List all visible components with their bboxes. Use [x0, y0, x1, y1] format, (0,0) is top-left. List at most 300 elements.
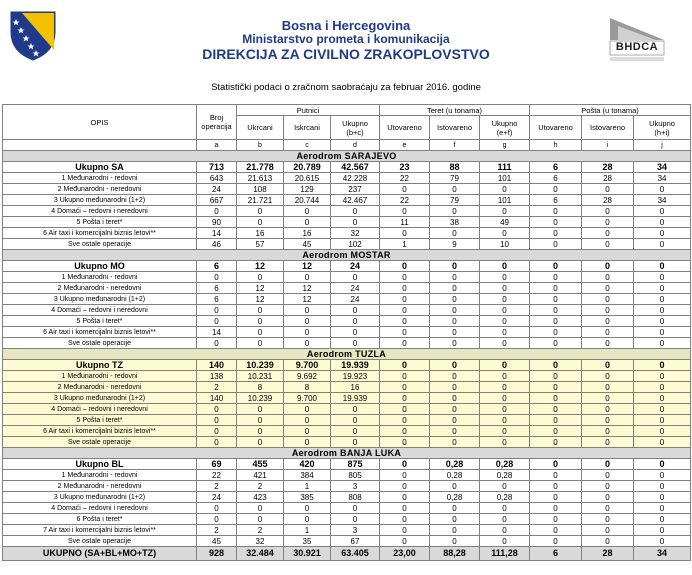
table-row: [3, 525, 691, 536]
value-cell: 32: [331, 228, 380, 239]
row-label: Ukupno MO: [3, 261, 197, 272]
value-cell: 69: [197, 459, 237, 470]
value-cell: 67: [331, 536, 380, 547]
value-cell: 0: [197, 316, 237, 327]
header-ukupno-posta-line2: (h+i): [654, 127, 670, 137]
value-cell: 9: [430, 239, 480, 250]
value-cell: 0: [197, 437, 237, 448]
value-cell: 0: [237, 503, 284, 514]
value-cell: 0: [380, 184, 430, 195]
value-cell: 0: [380, 294, 430, 305]
value-cell: 28: [582, 162, 634, 173]
value-cell: 385: [284, 492, 331, 503]
value-cell: 0: [530, 382, 582, 393]
value-cell: 0: [480, 316, 530, 327]
value-cell: 0: [430, 283, 480, 294]
value-cell: 0: [480, 272, 530, 283]
value-cell: 0: [480, 382, 530, 393]
section-header-row: [3, 151, 691, 162]
header-ukupno-putnici-line2: (b+c): [346, 127, 364, 137]
value-cell: 19.923: [331, 371, 380, 382]
value-cell: 20.789: [284, 162, 331, 173]
value-cell: 0: [634, 393, 691, 404]
value-cell: 643: [197, 173, 237, 184]
header-ukupno-teret: [480, 116, 530, 140]
value-cell: 0: [530, 316, 582, 327]
bhdca-emblem-icon: [608, 14, 666, 62]
value-cell: 101: [480, 173, 530, 184]
value-cell: 0,28: [430, 470, 480, 481]
value-cell: 0: [480, 503, 530, 514]
column-letter-blank: [3, 140, 197, 151]
value-cell: 0: [530, 415, 582, 426]
country-name: Bosna i Hercegovina: [281, 18, 411, 33]
value-cell: 10: [480, 239, 530, 250]
value-cell: 0: [530, 481, 582, 492]
value-cell: 19.939: [331, 360, 380, 371]
header-posta: Pošta (u tonama): [530, 105, 691, 116]
value-cell: 0: [284, 327, 331, 338]
value-cell: 0: [634, 437, 691, 448]
value-cell: 0: [480, 228, 530, 239]
value-cell: 0: [634, 481, 691, 492]
table-row: [3, 327, 691, 338]
value-cell: 0,28: [430, 492, 480, 503]
value-cell: 0: [380, 481, 430, 492]
value-cell: 0: [582, 272, 634, 283]
value-cell: 0: [582, 338, 634, 349]
value-cell: 79: [430, 173, 480, 184]
grand-total-value: 23,00: [380, 547, 430, 561]
value-cell: 0: [582, 283, 634, 294]
value-cell: 12: [284, 294, 331, 305]
value-cell: 0: [430, 316, 480, 327]
value-cell: 0: [582, 415, 634, 426]
column-letter: g: [480, 140, 530, 151]
value-cell: 10.231: [237, 371, 284, 382]
value-cell: 0: [634, 206, 691, 217]
row-label: 2 Međunarodni - neredovni: [3, 382, 197, 393]
value-cell: 0: [634, 261, 691, 272]
value-cell: 0: [380, 503, 430, 514]
table-row: [3, 503, 691, 514]
value-cell: 0: [380, 470, 430, 481]
table-row: [3, 481, 691, 492]
table-row: [3, 393, 691, 404]
header-utovareno-posta: Utovareno: [530, 116, 582, 140]
value-cell: 0: [331, 338, 380, 349]
column-letter: h: [530, 140, 582, 151]
value-cell: 0: [582, 426, 634, 437]
value-cell: 21.778: [237, 162, 284, 173]
value-cell: 0: [197, 426, 237, 437]
value-cell: 0: [380, 228, 430, 239]
value-cell: 420: [284, 459, 331, 470]
value-cell: 0: [530, 459, 582, 470]
row-label: 4 Domaći – redovni i neredovni: [3, 206, 197, 217]
header-ukupno-putnici: [331, 116, 380, 140]
value-cell: 0: [480, 393, 530, 404]
value-cell: 0: [380, 393, 430, 404]
header-ukupno-posta: [634, 116, 691, 140]
value-cell: 0: [582, 360, 634, 371]
value-cell: 0: [530, 283, 582, 294]
value-cell: 2: [237, 481, 284, 492]
section-title: Aerodrom BANJA LUKA: [3, 448, 691, 459]
value-cell: 0: [197, 272, 237, 283]
row-label: 3 Ukupno međunarodni (1+2): [3, 393, 197, 404]
value-cell: 34: [634, 162, 691, 173]
value-cell: 805: [331, 470, 380, 481]
value-cell: 0: [582, 327, 634, 338]
table-row: [3, 404, 691, 415]
value-cell: 10.239: [237, 393, 284, 404]
value-cell: 0: [582, 470, 634, 481]
value-cell: 0: [480, 338, 530, 349]
value-cell: 0: [331, 426, 380, 437]
section-total-row: [3, 360, 691, 371]
row-label: 4 Domaći – redovni i neredovni: [3, 503, 197, 514]
row-label: 2 Međunarodni - neredovni: [3, 184, 197, 195]
value-cell: 0: [430, 294, 480, 305]
row-label: Sve ostale operacije: [3, 536, 197, 547]
row-label: 6 Pošta i teret*: [3, 514, 197, 525]
value-cell: 23: [380, 162, 430, 173]
value-cell: 0: [380, 261, 430, 272]
value-cell: 0: [634, 239, 691, 250]
value-cell: 0: [530, 503, 582, 514]
value-cell: 0,28: [430, 459, 480, 470]
value-cell: 455: [237, 459, 284, 470]
value-cell: 22: [380, 173, 430, 184]
ministry-name: Ministarstvo prometa i komunikacija: [242, 32, 450, 46]
report-subtitle: Statistički podaci o zračnom saobraćaju za februar 2016. godine: [211, 82, 481, 93]
value-cell: 88: [430, 162, 480, 173]
value-cell: 0: [530, 525, 582, 536]
value-cell: 42.228: [331, 173, 380, 184]
value-cell: 0: [480, 184, 530, 195]
value-cell: 0: [530, 184, 582, 195]
section-header-row: [3, 349, 691, 360]
grand-total-value: 30.921: [284, 547, 331, 561]
column-letter: a: [197, 140, 237, 151]
header-ukrcani: Ukrcani: [237, 116, 284, 140]
statistics-table: [2, 104, 691, 561]
column-letters-row: [3, 140, 691, 151]
value-cell: 14: [197, 228, 237, 239]
value-cell: 20.615: [284, 173, 331, 184]
row-label: 1 Međunarodni - redovni: [3, 173, 197, 184]
value-cell: 0: [530, 327, 582, 338]
value-cell: 2: [237, 525, 284, 536]
value-cell: 0: [430, 393, 480, 404]
value-cell: 0: [197, 206, 237, 217]
value-cell: 0: [634, 525, 691, 536]
bhdca-logo-text: BHDCA: [615, 41, 659, 53]
value-cell: 0: [380, 316, 430, 327]
value-cell: 0: [430, 514, 480, 525]
value-cell: 14: [197, 327, 237, 338]
row-label: 1 Međunarodni - redovni: [3, 470, 197, 481]
value-cell: 0: [380, 514, 430, 525]
column-letter: e: [380, 140, 430, 151]
value-cell: 0: [530, 305, 582, 316]
table-row: [3, 426, 691, 437]
value-cell: 0: [430, 382, 480, 393]
header-ukupno-putnici-line1: Ukupno: [342, 118, 368, 128]
value-cell: 0: [480, 283, 530, 294]
value-cell: 8: [284, 382, 331, 393]
value-cell: 0: [380, 382, 430, 393]
value-cell: 0: [430, 481, 480, 492]
value-cell: 1: [380, 239, 430, 250]
value-cell: 6: [530, 162, 582, 173]
value-cell: 0: [237, 327, 284, 338]
value-cell: 8: [237, 382, 284, 393]
value-cell: 0: [530, 492, 582, 503]
value-cell: 0: [237, 426, 284, 437]
value-cell: 46: [197, 239, 237, 250]
value-cell: 0: [634, 360, 691, 371]
row-label: 6 Air taxi i komercijalni biznis letovi**: [3, 228, 197, 239]
value-cell: 138: [197, 371, 237, 382]
value-cell: 102: [331, 239, 380, 250]
table-row: [3, 195, 691, 206]
value-cell: 0: [430, 536, 480, 547]
section-title: Aerodrom TUZLA: [3, 349, 691, 360]
value-cell: 0: [237, 316, 284, 327]
value-cell: 108: [237, 184, 284, 195]
section-title: Aerodrom SARAJEVO: [3, 151, 691, 162]
table-row: [3, 173, 691, 184]
value-cell: 21.721: [237, 195, 284, 206]
row-label: 2 Međunarodni - neredovni: [3, 481, 197, 492]
value-cell: 0: [430, 206, 480, 217]
row-label: 3 Ukupno međunarodni (1+2): [3, 294, 197, 305]
value-cell: 0: [634, 426, 691, 437]
column-letter: i: [582, 140, 634, 151]
value-cell: 0: [530, 294, 582, 305]
value-cell: 9.700: [284, 393, 331, 404]
value-cell: 0: [480, 305, 530, 316]
value-cell: 237: [331, 184, 380, 195]
value-cell: 0: [380, 459, 430, 470]
row-label: 1 Međunarodni - redovni: [3, 272, 197, 283]
grand-total-value: 88,28: [430, 547, 480, 561]
bhdca-logo: [608, 14, 666, 62]
value-cell: 0: [284, 305, 331, 316]
table-row: [3, 294, 691, 305]
value-cell: 0: [530, 393, 582, 404]
value-cell: 1: [284, 525, 331, 536]
table-row: [3, 382, 691, 393]
value-cell: 79: [430, 195, 480, 206]
value-cell: 0: [634, 305, 691, 316]
value-cell: 0: [237, 206, 284, 217]
value-cell: 0: [480, 536, 530, 547]
value-cell: 0: [634, 217, 691, 228]
value-cell: 0: [530, 437, 582, 448]
value-cell: 20.744: [284, 195, 331, 206]
value-cell: 0: [331, 514, 380, 525]
value-cell: 0: [480, 481, 530, 492]
value-cell: 0: [480, 426, 530, 437]
value-cell: 11: [380, 217, 430, 228]
grand-total-value: 34: [634, 547, 691, 561]
grand-total-label: UKUPNO (SA+BL+MO+TZ): [3, 547, 197, 561]
value-cell: 0: [430, 503, 480, 514]
value-cell: 0: [430, 360, 480, 371]
value-cell: 0: [430, 327, 480, 338]
value-cell: 57: [237, 239, 284, 250]
value-cell: 0: [480, 415, 530, 426]
value-cell: 42.467: [331, 195, 380, 206]
value-cell: 0: [430, 525, 480, 536]
value-cell: 0: [480, 327, 530, 338]
table-row: [3, 316, 691, 327]
value-cell: 0: [480, 206, 530, 217]
grand-total-value: 32.484: [237, 547, 284, 561]
value-cell: 0: [430, 437, 480, 448]
column-letter: j: [634, 140, 691, 151]
value-cell: 384: [284, 470, 331, 481]
section-total-row: [3, 459, 691, 470]
value-cell: 6: [530, 173, 582, 184]
value-cell: 12: [237, 294, 284, 305]
value-cell: 0: [380, 206, 430, 217]
value-cell: 0: [480, 514, 530, 525]
row-label: Sve ostale operacije: [3, 437, 197, 448]
value-cell: 0: [582, 393, 634, 404]
value-cell: 667: [197, 195, 237, 206]
value-cell: 3: [331, 481, 380, 492]
value-cell: 0: [634, 459, 691, 470]
value-cell: 0: [237, 404, 284, 415]
value-cell: 0: [331, 272, 380, 283]
value-cell: 0: [634, 470, 691, 481]
value-cell: 0: [237, 338, 284, 349]
column-letter: c: [284, 140, 331, 151]
value-cell: 0: [480, 371, 530, 382]
value-cell: 0: [380, 415, 430, 426]
value-cell: 423: [237, 492, 284, 503]
row-label: 5 Pošta i teret*: [3, 217, 197, 228]
value-cell: 0: [582, 184, 634, 195]
header-broj-line2: operacija: [201, 122, 232, 131]
value-cell: 22: [380, 195, 430, 206]
row-label: Ukupno TZ: [3, 360, 197, 371]
header-ukupno-teret-line1: Ukupno: [491, 118, 518, 128]
row-label: 4 Domaći – redovni i neredovni: [3, 404, 197, 415]
table-row: [3, 338, 691, 349]
value-cell: 0: [331, 437, 380, 448]
value-cell: 0: [582, 459, 634, 470]
value-cell: 0: [530, 536, 582, 547]
table-row: [3, 470, 691, 481]
value-cell: 0: [380, 327, 430, 338]
value-cell: 2: [197, 525, 237, 536]
value-cell: 0: [237, 305, 284, 316]
value-cell: 140: [197, 360, 237, 371]
value-cell: 0: [380, 404, 430, 415]
value-cell: 0: [237, 415, 284, 426]
header-ukupno-teret-line2: (e+f): [496, 127, 513, 137]
value-cell: 22: [197, 470, 237, 481]
table-row: [3, 206, 691, 217]
value-cell: 0: [634, 327, 691, 338]
value-cell: 0: [582, 228, 634, 239]
value-cell: 0: [530, 371, 582, 382]
row-label: 6 Air taxi i komercijalni biznis letovi**: [3, 426, 197, 437]
value-cell: 28: [582, 195, 634, 206]
value-cell: 0: [430, 261, 480, 272]
value-cell: 0: [634, 536, 691, 547]
value-cell: 0: [331, 503, 380, 514]
value-cell: 35: [284, 536, 331, 547]
value-cell: 0: [582, 316, 634, 327]
value-cell: 808: [331, 492, 380, 503]
value-cell: 28: [582, 173, 634, 184]
value-cell: 0: [634, 492, 691, 503]
value-cell: 90: [197, 217, 237, 228]
value-cell: 0: [530, 514, 582, 525]
value-cell: 34: [634, 195, 691, 206]
value-cell: 0: [284, 272, 331, 283]
value-cell: 0: [380, 283, 430, 294]
value-cell: 0: [634, 382, 691, 393]
row-label: 3 Ukupno međunarodni (1+2): [3, 195, 197, 206]
value-cell: 0: [380, 305, 430, 316]
value-cell: 0: [380, 338, 430, 349]
value-cell: 0: [380, 525, 430, 536]
value-cell: 0: [284, 404, 331, 415]
value-cell: 0: [284, 217, 331, 228]
value-cell: 0: [284, 503, 331, 514]
value-cell: 1: [284, 481, 331, 492]
table-row: [3, 437, 691, 448]
value-cell: 0: [634, 415, 691, 426]
value-cell: 0: [331, 404, 380, 415]
value-cell: 12: [284, 283, 331, 294]
value-cell: 0,28: [480, 470, 530, 481]
value-cell: 0: [480, 437, 530, 448]
value-cell: 0: [530, 261, 582, 272]
value-cell: 0: [380, 360, 430, 371]
value-cell: 0: [582, 239, 634, 250]
value-cell: 45: [284, 239, 331, 250]
value-cell: 0: [380, 536, 430, 547]
table-row: [3, 514, 691, 525]
column-letter: d: [331, 140, 380, 151]
grand-total-row: [3, 547, 691, 561]
value-cell: 0: [582, 371, 634, 382]
value-cell: 12: [237, 283, 284, 294]
value-cell: 0: [582, 492, 634, 503]
value-cell: 0: [582, 481, 634, 492]
value-cell: 0: [430, 371, 480, 382]
value-cell: 0: [530, 404, 582, 415]
table-row: [3, 239, 691, 250]
section-header-row: [3, 448, 691, 459]
value-cell: 140: [197, 393, 237, 404]
value-cell: 6: [530, 195, 582, 206]
value-cell: 0: [430, 305, 480, 316]
section-total-row: [3, 162, 691, 173]
header-teret: Teret (u tonama): [380, 105, 530, 116]
value-cell: 0: [284, 426, 331, 437]
value-cell: 0: [237, 437, 284, 448]
value-cell: 0: [582, 305, 634, 316]
